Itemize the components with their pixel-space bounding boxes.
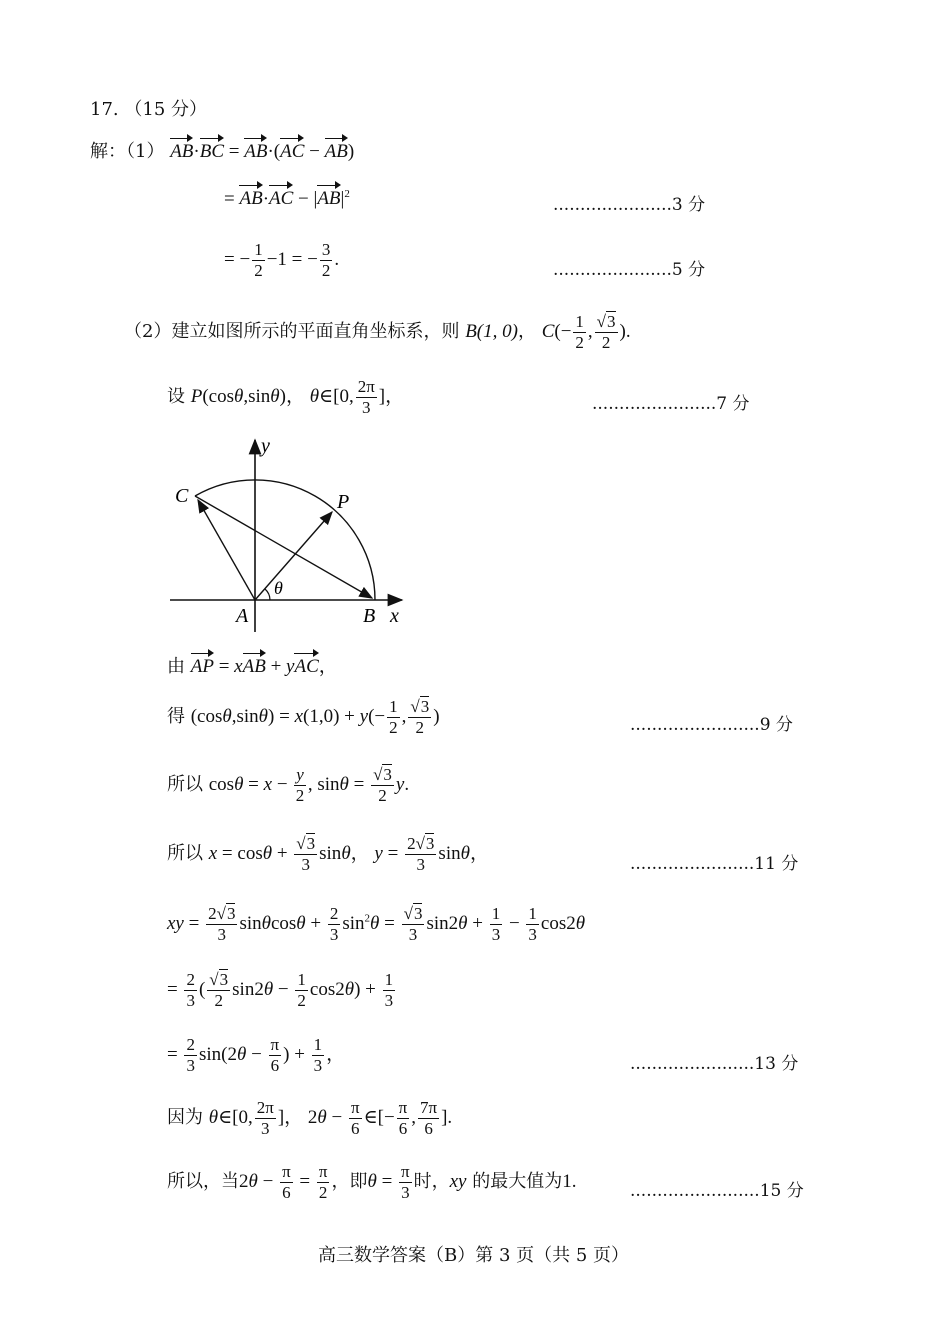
label-y: y <box>261 435 270 457</box>
get-text: 得 <box>167 705 185 727</box>
score-13: .......................13 分 <box>630 1054 799 1074</box>
equation-1: AB·BC = AB·(AC − AB) <box>170 141 355 162</box>
final-text-2: ，即 <box>331 1170 368 1192</box>
part1-line1 <box>90 137 354 163</box>
final-line: 所以，当2θ − $\frac{\pi}{6}$ = $\frac{\pi}{2}$ ，即θ = $\frac{\pi}{3}$ 时，xy 的最大值为1. <box>167 1162 577 1202</box>
score-5: ......................5 分 <box>553 260 706 280</box>
final-value: 1. <box>562 1170 577 1192</box>
so-text-1: 所以 <box>167 773 203 795</box>
label-p: P <box>337 491 350 513</box>
so-line-1: 所以 cosθ = x − $\frac{y}{2}$ , sinθ = $\frac{√3}{2}$ y. <box>167 765 410 805</box>
label-x: x <box>390 605 399 627</box>
part2-label: （2）建立如图所示的平面直角坐标系，则 <box>124 320 460 342</box>
vector-ap <box>255 512 332 600</box>
so-text-2: 所以 <box>167 842 203 864</box>
final-text-1: 所以，当 <box>167 1170 239 1192</box>
point-c: C(− $\frac{1}{2}$ , $\frac{√3}{2}$ ). <box>541 312 631 352</box>
get-line: 得 (cosθ,sinθ) = x(1,0) + y(− $\frac{1}{2}$ , $\frac{√3}{2}$ ) <box>167 697 440 737</box>
equation-2: = $AB\cdot AC - |AB|^2$ <box>224 188 350 210</box>
label-b: B <box>363 605 376 627</box>
xy-step-2: = $\frac{2}{3}$ ( $\frac{√3}{2}$ sin2θ − $\frac{1}{2}$ cos2θ) + $\frac{1}{3}$ <box>167 970 394 1010</box>
so-line-2: 所以 x = cosθ + $\frac{√3}{3}$ sinθ， y = $\frac{2√3}{3}$ sinθ， <box>167 834 489 874</box>
score-3: ......................3 分 <box>553 195 706 215</box>
page-footer: 高三数学答案（B）第 3 页（共 5 页） <box>318 1245 630 1266</box>
label-a: A <box>236 605 249 627</box>
problem-points: （15 分） <box>124 99 208 120</box>
by-line: 由 AP = xAB + yAC， <box>167 656 338 677</box>
equation-3: = − $\frac{1}{2}$ −1 = − $\frac{3}{2}$ . <box>224 240 340 280</box>
because-text: 因为 <box>167 1106 203 1128</box>
set-p-line: 设 P(cosθ,sinθ)， θ∈[0, $\frac{2\pi}{3}$ ]， <box>167 377 405 417</box>
because-line: 因为 θ∈[0, $\frac{2\pi}{3}$ ]， 2θ − $\frac{\pi}{6}$ ∈[− $\frac{\pi}{6}$ , $\frac{7\pi}{6}$ ]. <box>167 1098 453 1138</box>
label-c: C <box>175 485 189 507</box>
part2-line1: （2）建立如图所示的平面直角坐标系，则 B(1, 0)， C(− $\frac{1}{2}$ , $\frac{√3}{2}$ ). <box>124 312 631 352</box>
point-b: B(1, 0) <box>465 320 518 342</box>
score-15: ........................15 分 <box>630 1181 804 1201</box>
part1-label: 解：（1） <box>90 141 165 162</box>
score-7: .......................7 分 <box>592 394 750 414</box>
xy-expansion: xy = $\frac{2√3}{3}$ sinθcosθ + $\frac{2}{3}$ $\sin^2\theta$ = $\frac{√3}{3}$ sin2θ + $\frac{1}{3}$ − $\frac{1}{3}$ cos2θ <box>167 904 586 944</box>
coordinate-figure <box>160 430 420 640</box>
theta-arc <box>265 589 270 600</box>
xy-step-3: = $\frac{2}{3}$ sin(2θ − $\frac{\pi}{6}$ ) + $\frac{1}{3}$ ， <box>167 1035 346 1075</box>
score-9: ........................9 分 <box>630 715 793 735</box>
final-text-4: 的最大值为 <box>472 1170 563 1192</box>
set-p-text: 设 <box>167 385 185 407</box>
by-text: 由 <box>167 656 185 677</box>
label-theta: θ <box>274 578 283 598</box>
vector-ac <box>198 500 255 600</box>
final-text-3: 时， <box>413 1170 450 1192</box>
problem-header <box>90 95 207 121</box>
problem-number: 17. <box>90 99 119 120</box>
score-11: .......................11 分 <box>630 854 799 874</box>
